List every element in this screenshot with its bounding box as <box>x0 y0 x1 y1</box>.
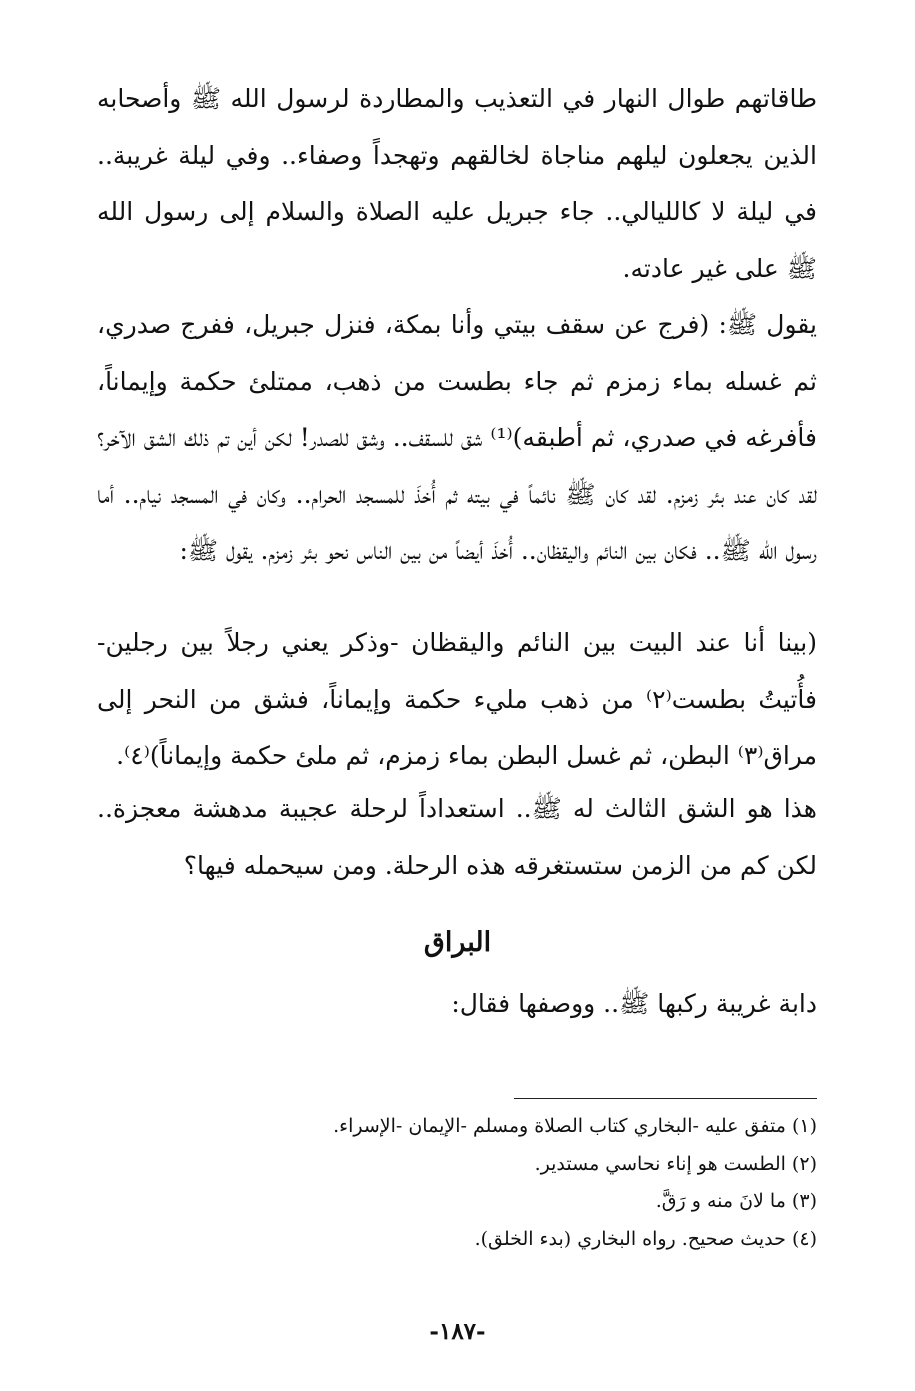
section-intro: دابة غريبة ركبها ﷺ.. ووصفها فقال: <box>451 989 817 1018</box>
footnote-2: (٢) الطست هو إناء نحاسي مستدير. <box>534 1152 817 1175</box>
section-heading: البراق <box>423 927 492 958</box>
paragraph-1: طاقاتهم طوال النهار في التعذيب والمطاردة لرسول الله ﷺ وأصحابه الذين يجعلون ليلهم مناجاة لخالقهم وتهجداً وصفاء.. وفي ليلة غريبة.. في ليلة لا كالليالي.. جاء جبريل عليه الصلاة والسلام إلى رسول الله ﷺ على غير عادته. <box>97 84 817 283</box>
footnote-separator <box>514 1098 817 1099</box>
paragraph-3: (بينا أنا عند البيت بين النائم واليقظان -وذكر يعني رجلاً بين رجلين- فأُتيتُ بطست⁽٢⁾ من ذهب مليء حكمة وإيماناً، فشق من النحر إلى مراق⁽٣⁾ البطن، ثم غسل البطن بماء زمزم، ثم ملئ حكمة وإيماناً)⁽٤⁾. <box>97 628 817 770</box>
footnote-1: (١) متفق عليه -البخاري كتاب الصلاة ومسلم -الإيمان -الإسراء. <box>333 1115 817 1137</box>
paragraph-4: هذا هو الشق الثالث له ﷺ.. استعداداً لرحلة عجيبة مدهشة معجزة.. لكن كم من الزمن ستستغرقه هذه الرحلة. ومن سيحمله فيها؟ <box>97 794 817 880</box>
page-number: -١٨٧- <box>429 1318 486 1345</box>
footnotes-list <box>97 1108 817 1258</box>
paragraph-2: يقول ﷺ: (فرج عن سقف بيتي وأنا بمكة، فنزل جبريل، ففرج صدري، ثم غسله بماء زمزم ثم جاء بطست من ذهب، ممتلئ حكمة وإيماناً، فأفرغه في صدري، ثم أطبقه)⁽¹⁾ شق للسقف.. وشق للصدر! لكن أين تم ذلك الشق الآخر؟ لقد كان عند بئر زمزم. لقد كان ﷺ نائماً في بيته ثم أُخذَ للمسجد الحرام.. وكان في المسجد نيام.. أما رسول الله ﷺ.. فكان بين النائم واليقظان.. أُخذَ أيضاً من بين الناس نحو بئر زمزم. يقول ﷺ: <box>97 310 817 565</box>
footnote-3: (٣) ما لانَ منه و رَقَّ. <box>655 1190 817 1212</box>
footnote-4: (٤) حديث صحيح. رواه البخاري (بدء الخلق). <box>474 1227 817 1250</box>
